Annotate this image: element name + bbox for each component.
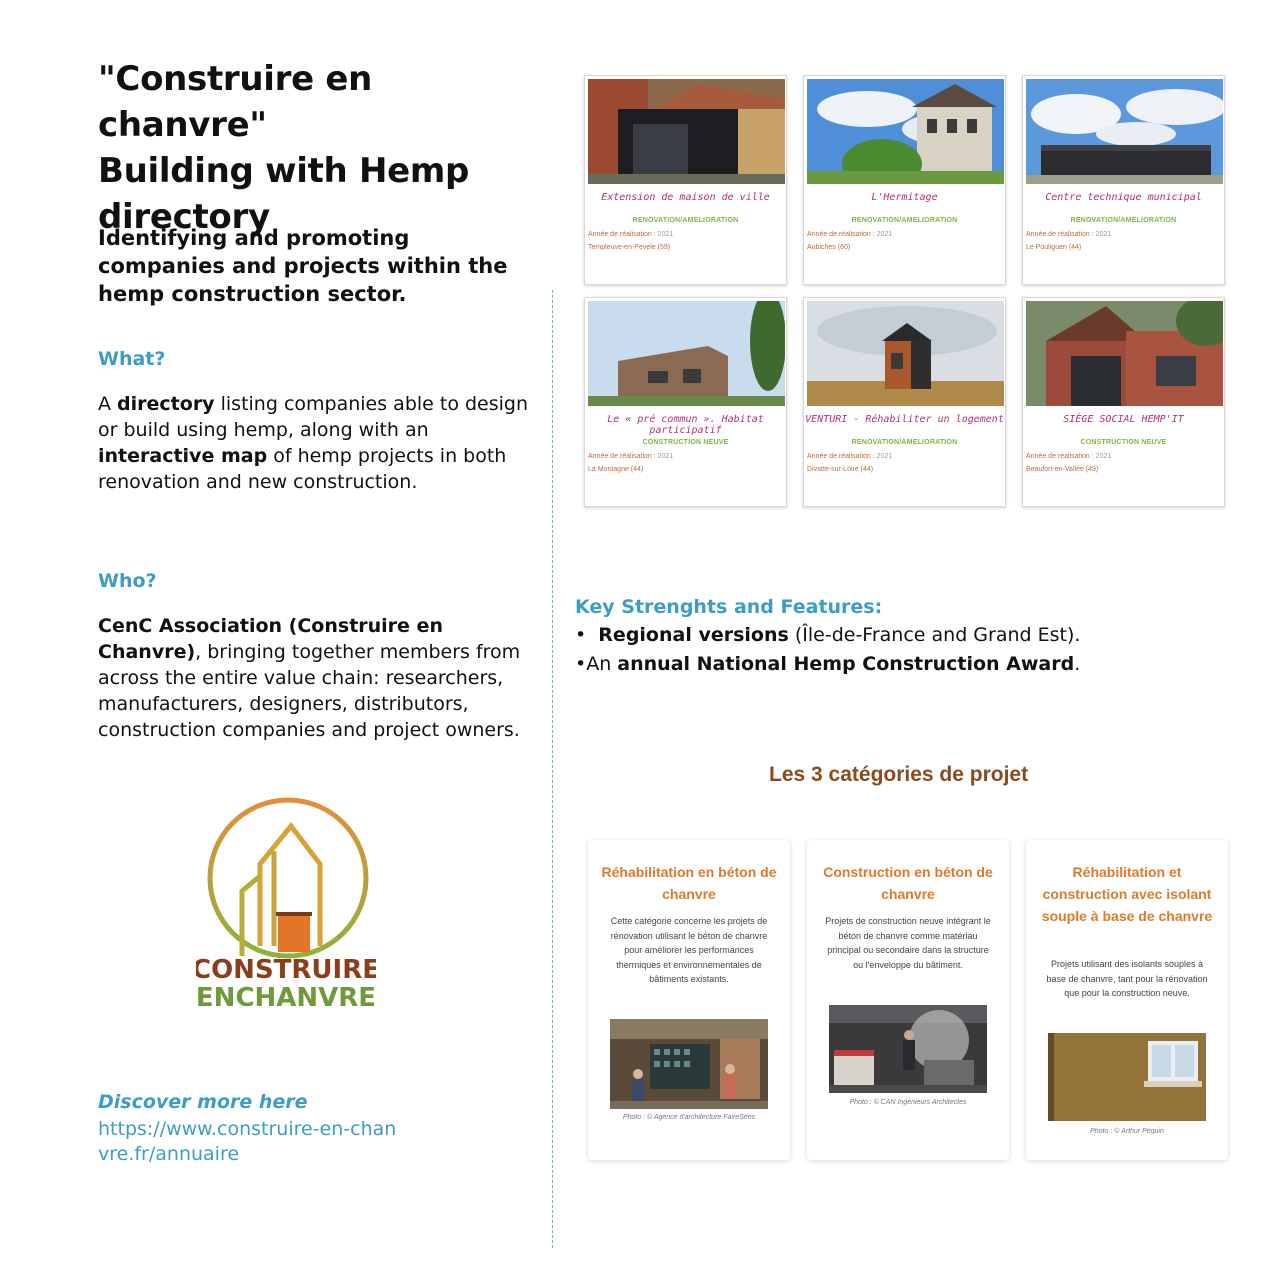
year-value: 2021: [657, 453, 674, 460]
page-subtitle: Identifying and promoting companies and projects within the hemp construction sector.: [98, 226, 508, 306]
category-card: [807, 840, 1009, 1160]
what-text-part: of hemp projects in both renovation and new construction.: [98, 445, 507, 493]
project-photo: [1026, 301, 1223, 406]
project-title: VENTURI - Réhabiliter un logement: [805, 414, 1004, 425]
photo-credit: Photo : © Arthur Péquin: [1090, 1128, 1164, 1135]
project-photo: [588, 301, 785, 406]
manor-sky-image: [807, 79, 1004, 184]
bullet: •An: [575, 653, 618, 675]
project-card[interactable]: [803, 297, 1006, 507]
project-photo: [807, 301, 1004, 406]
category-card: [1026, 840, 1228, 1160]
project-location: Divatte-sur-Loire (44): [807, 466, 874, 473]
who-bold-association: CenC Association (Construire en Chanvre): [98, 615, 443, 663]
year-label: Année de réalisation :: [588, 231, 658, 238]
year-label: Année de réalisation :: [1026, 231, 1096, 238]
photo-credit: Photo : © Agence d'architecture FaireSens: [622, 1114, 756, 1121]
year-value: 2021: [1095, 453, 1112, 460]
title-line: directory: [98, 197, 270, 237]
project-category: CONSTRUCTION NEUVE: [642, 439, 729, 446]
brick-extension-image: [588, 79, 785, 184]
category-photo: [610, 1019, 768, 1109]
project-location: La Montagne (44): [588, 466, 644, 473]
insulated-wall-image: [1048, 1033, 1206, 1121]
project-card[interactable]: [584, 297, 787, 507]
project-year: [807, 453, 892, 460]
category-description: Cette catégorie concerne les projets de rénovation utilisant le béton de chanvre pour améliorer les performances thermiques et environnementales de bâtiments existants.: [610, 916, 768, 984]
category-card: [588, 840, 790, 1160]
what-bold-map: interactive map: [98, 445, 268, 467]
key-strength-item: [575, 624, 1080, 646]
workers-site-image: [610, 1019, 768, 1109]
project-location: Beaufort-en-Vallée (49): [1026, 466, 1099, 473]
project-photo: [588, 79, 785, 184]
project-category: CONSTRUCTION NEUVE: [1080, 439, 1167, 446]
title-line: Building with Hemp: [98, 151, 470, 191]
project-year: [1026, 231, 1111, 238]
brick-house-image: [1026, 301, 1223, 406]
what-heading: What?: [98, 348, 166, 370]
what-text-part: A: [98, 393, 118, 415]
year-label: Année de réalisation :: [588, 453, 658, 460]
project-category: RENOVATION/AMELIORATION: [1070, 217, 1177, 224]
year-label: Année de réalisation :: [807, 231, 877, 238]
photo-credit: Photo : © CAN Ingénieurs Architectes: [849, 1099, 967, 1106]
project-location: Aubiches (60): [807, 244, 851, 251]
project-title: SIÈGE SOCIAL HEMP'IT: [1063, 414, 1184, 425]
project-title: L'Hermitage: [871, 192, 938, 203]
year-value: 2021: [876, 453, 893, 460]
category-description: Projets utilisant des isolants souples à base de chanvre, tant pour la rénovation que pour la construction neuve.: [1046, 959, 1208, 998]
year-value: 2021: [657, 231, 674, 238]
year-value: 2021: [876, 231, 893, 238]
logo-door-top: [276, 912, 312, 916]
project-card[interactable]: [803, 75, 1006, 285]
categories-title: Les 3 catégories de projet: [769, 763, 1029, 786]
column-divider: [552, 290, 553, 1248]
project-photo: [1026, 79, 1223, 184]
what-text: [98, 391, 548, 495]
modern-house-image: [588, 301, 785, 406]
project-year: [588, 453, 673, 460]
project-card[interactable]: [1022, 75, 1225, 285]
project-photo: [807, 79, 1004, 184]
strength-text: .: [1074, 653, 1081, 675]
page-title: [98, 56, 548, 240]
cenc-logo: [196, 796, 376, 1016]
year-value: 2021: [1095, 231, 1112, 238]
project-card[interactable]: [1022, 297, 1225, 507]
project-title: Centre technique municipal: [1045, 192, 1202, 203]
project-category: RENOVATION/AMELIORATION: [632, 217, 739, 224]
project-category: RENOVATION/AMELIORATION: [851, 439, 958, 446]
strength-text: (Île-de-France and Grand Est).: [788, 624, 1081, 646]
project-title: Le « pré commun ». Habitat participatif: [607, 414, 764, 436]
category-heading: Réhabilitation en béton de chanvre: [601, 864, 777, 902]
project-card[interactable]: [584, 75, 787, 285]
category-photo: [1048, 1033, 1206, 1121]
logo-text-1: CONSTRUIRE: [196, 955, 376, 985]
low-building-sky-image: [1026, 79, 1223, 184]
category-description: Projets de construction neuve intégrant le béton de chanvre comme matériau principal ou secondaire dans la structure ou l'enveloppe du bâtiment.: [825, 916, 991, 970]
who-text: [98, 613, 548, 743]
project-year: [1026, 453, 1111, 460]
project-location: Templeuve-en-Pevele (59): [588, 244, 671, 251]
what-text-part: listing companies able to design or build using hemp, along with an: [98, 393, 529, 441]
who-text-part: , bringing together members from across the entire value chain: researchers, manufacturers, designers, distributors, construction companies and project owners.: [98, 641, 521, 741]
project-year: [588, 231, 673, 238]
title-line: "Construire en chanvre": [98, 59, 373, 145]
project-year: [807, 231, 892, 238]
category-heading: Réhabilitation et construction avec isolant souple à base de chanvre: [1041, 864, 1213, 924]
bullet: •: [575, 624, 599, 646]
project-location: Le Pouliguen (44): [1026, 244, 1082, 251]
key-strength-item: [575, 653, 1080, 675]
discover-label: Discover more here: [98, 1091, 308, 1113]
logo-door: [278, 914, 310, 952]
category-photo: [829, 1005, 987, 1093]
project-category: RENOVATION/AMELIORATION: [851, 217, 958, 224]
logo-graphic: [196, 796, 376, 1016]
strength-bold: Regional versions: [598, 624, 789, 646]
what-bold-directory: directory: [117, 393, 215, 415]
year-label: Année de réalisation :: [807, 453, 877, 460]
key-strengths-heading: Key Strenghts and Features:: [575, 596, 883, 618]
directory-link[interactable]: https://www.construire-en-chanvre.fr/annuaire: [98, 1118, 397, 1165]
who-heading: Who?: [98, 570, 157, 592]
strength-bold: annual National Hemp Construction Award: [617, 653, 1075, 675]
year-label: Année de réalisation :: [1026, 453, 1096, 460]
mixing-site-image: [829, 1005, 987, 1093]
category-heading: Construction en béton de chanvre: [823, 864, 993, 902]
logo-text-2: ENCHANVRE: [196, 983, 376, 1013]
project-title: Extension de maison de ville: [601, 192, 770, 203]
tiny-house-image: [807, 301, 1004, 406]
